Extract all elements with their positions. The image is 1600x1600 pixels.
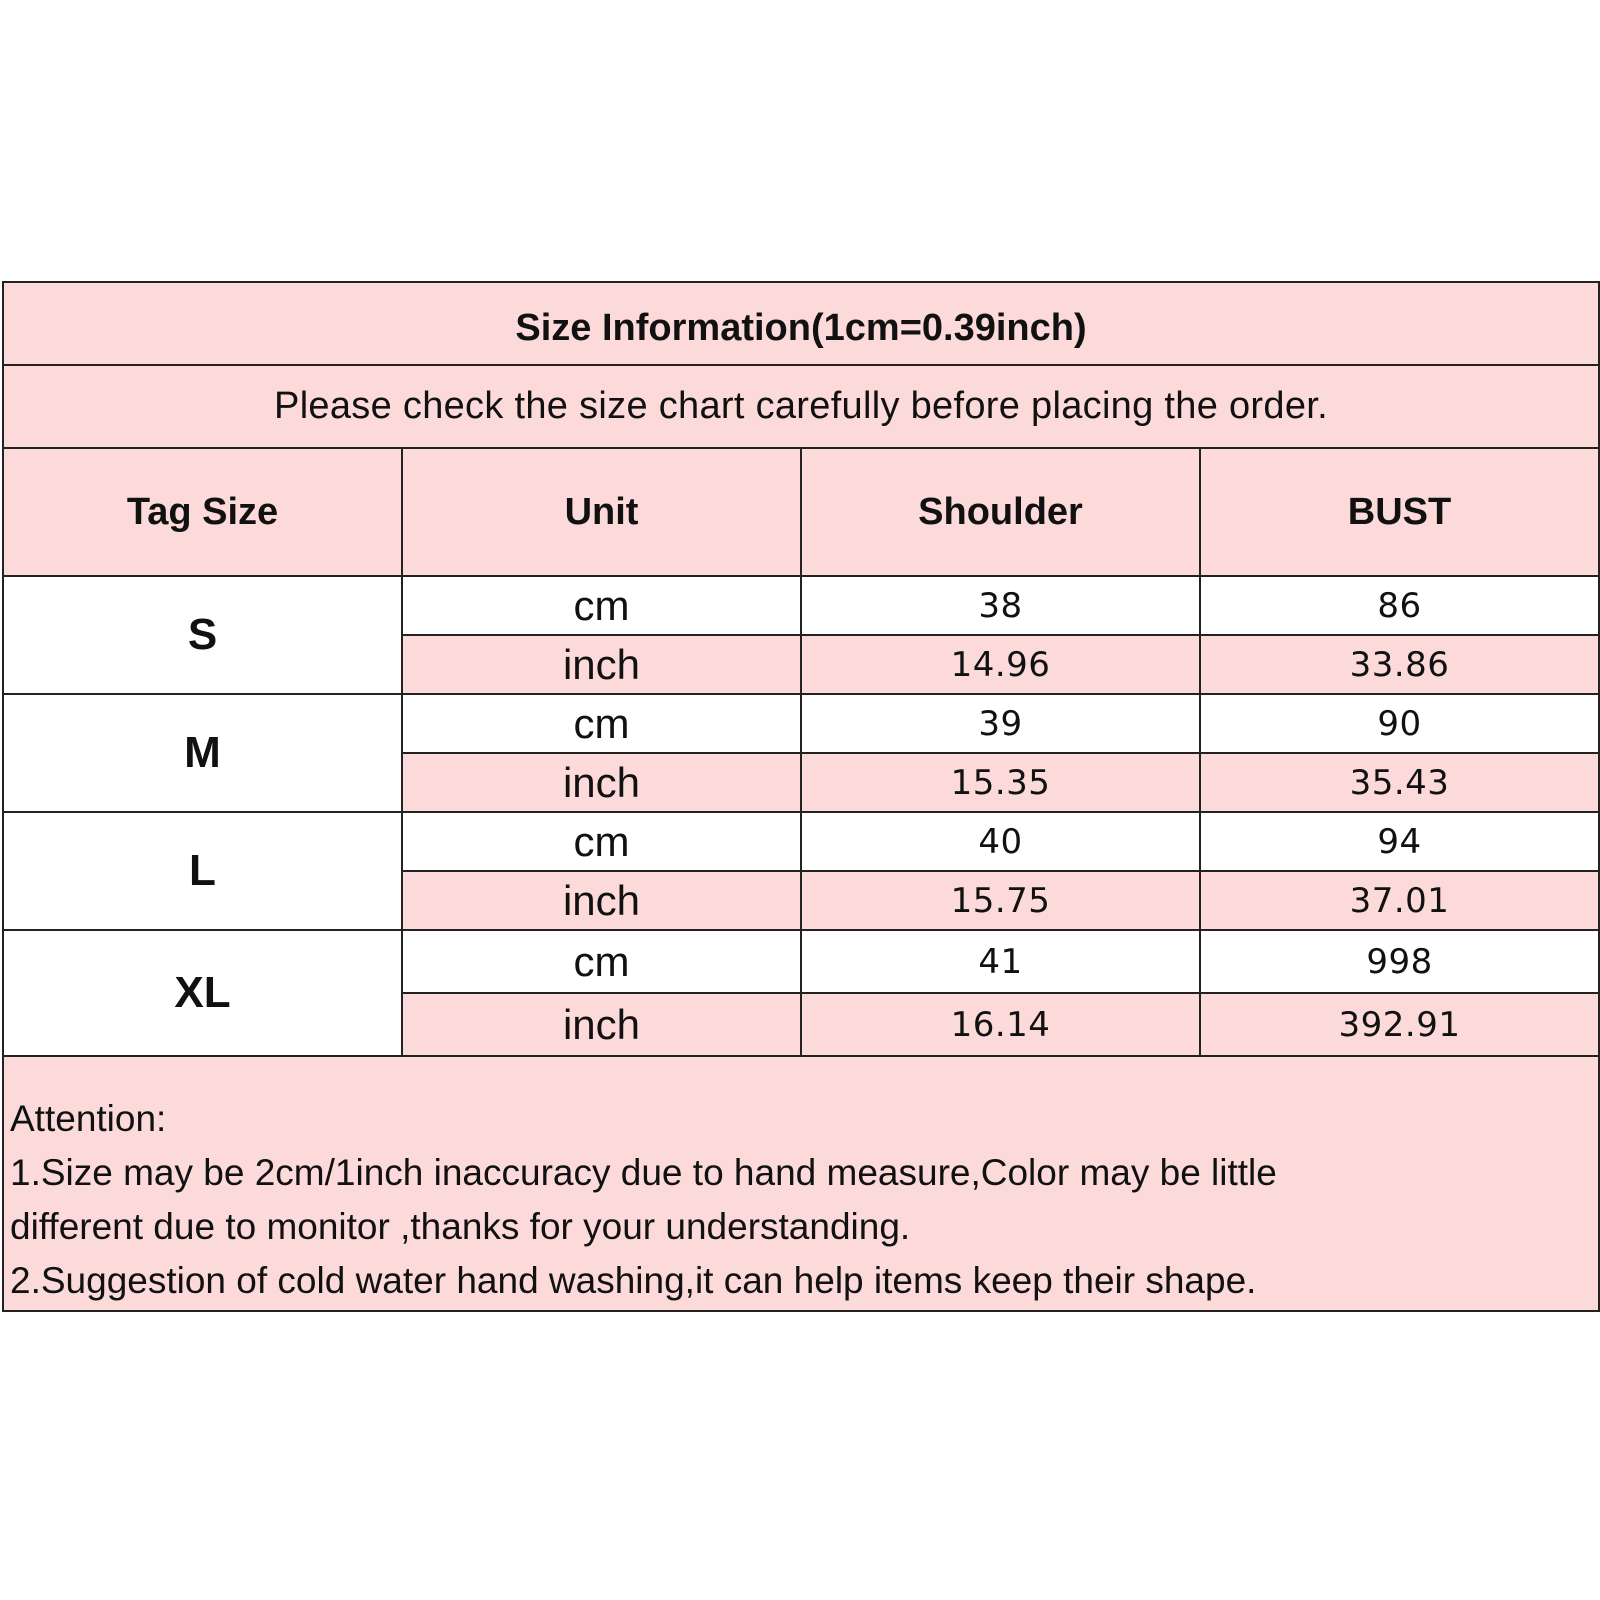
table-row bbox=[3, 930, 1599, 993]
note-line-2: different due to monitor ,thanks for your understanding. bbox=[10, 1206, 911, 1247]
tag-size-cell: L bbox=[3, 812, 402, 930]
bust-cell: 392.91 bbox=[1200, 993, 1599, 1056]
size-table bbox=[2, 281, 1600, 1312]
attention-notes bbox=[3, 1056, 1599, 1311]
notes-heading: Attention: bbox=[10, 1098, 167, 1139]
unit-cell: inch bbox=[402, 753, 801, 812]
bust-cell: 35.43 bbox=[1200, 753, 1599, 812]
shoulder-cell: 39 bbox=[801, 694, 1200, 753]
bust-cell: 37.01 bbox=[1200, 871, 1599, 930]
tag-size-cell: S bbox=[3, 576, 402, 694]
chart-subtitle: Please check the size chart carefully before placing the order. bbox=[3, 365, 1599, 448]
subtitle-row bbox=[3, 365, 1599, 448]
bust-cell: 86 bbox=[1200, 576, 1599, 635]
bust-cell: 998 bbox=[1200, 930, 1599, 993]
unit-cell: cm bbox=[402, 812, 801, 871]
unit-cell: inch bbox=[402, 635, 801, 694]
shoulder-cell: 14.96 bbox=[801, 635, 1200, 694]
unit-cell: cm bbox=[402, 930, 801, 993]
bust-cell: 90 bbox=[1200, 694, 1599, 753]
header-shoulder: Shoulder bbox=[801, 448, 1200, 576]
shoulder-cell: 41 bbox=[801, 930, 1200, 993]
note-line-1: 1.Size may be 2cm/1inch inaccuracy due to hand measure,Color may be little bbox=[10, 1152, 1277, 1193]
table-row bbox=[3, 812, 1599, 871]
table-row bbox=[3, 694, 1599, 753]
unit-cell: cm bbox=[402, 576, 801, 635]
shoulder-cell: 16.14 bbox=[801, 993, 1200, 1056]
shoulder-cell: 15.35 bbox=[801, 753, 1200, 812]
header-unit: Unit bbox=[402, 448, 801, 576]
bust-cell: 94 bbox=[1200, 812, 1599, 871]
unit-cell: inch bbox=[402, 993, 801, 1056]
unit-cell: inch bbox=[402, 871, 801, 930]
header-bust: BUST bbox=[1200, 448, 1599, 576]
chart-title: Size Information(1cm=0.39inch) bbox=[3, 282, 1599, 365]
tag-size-cell: M bbox=[3, 694, 402, 812]
table-row bbox=[3, 576, 1599, 635]
shoulder-cell: 38 bbox=[801, 576, 1200, 635]
shoulder-cell: 15.75 bbox=[801, 871, 1200, 930]
shoulder-cell: 40 bbox=[801, 812, 1200, 871]
tag-size-cell: XL bbox=[3, 930, 402, 1056]
size-chart bbox=[2, 281, 1598, 1312]
header-tag-size: Tag Size bbox=[3, 448, 402, 576]
header-row bbox=[3, 448, 1599, 576]
notes-row bbox=[3, 1056, 1599, 1311]
note-line-3: 2.Suggestion of cold water hand washing,it can help items keep their shape. bbox=[10, 1260, 1257, 1301]
title-row bbox=[3, 282, 1599, 365]
unit-cell: cm bbox=[402, 694, 801, 753]
bust-cell: 33.86 bbox=[1200, 635, 1599, 694]
